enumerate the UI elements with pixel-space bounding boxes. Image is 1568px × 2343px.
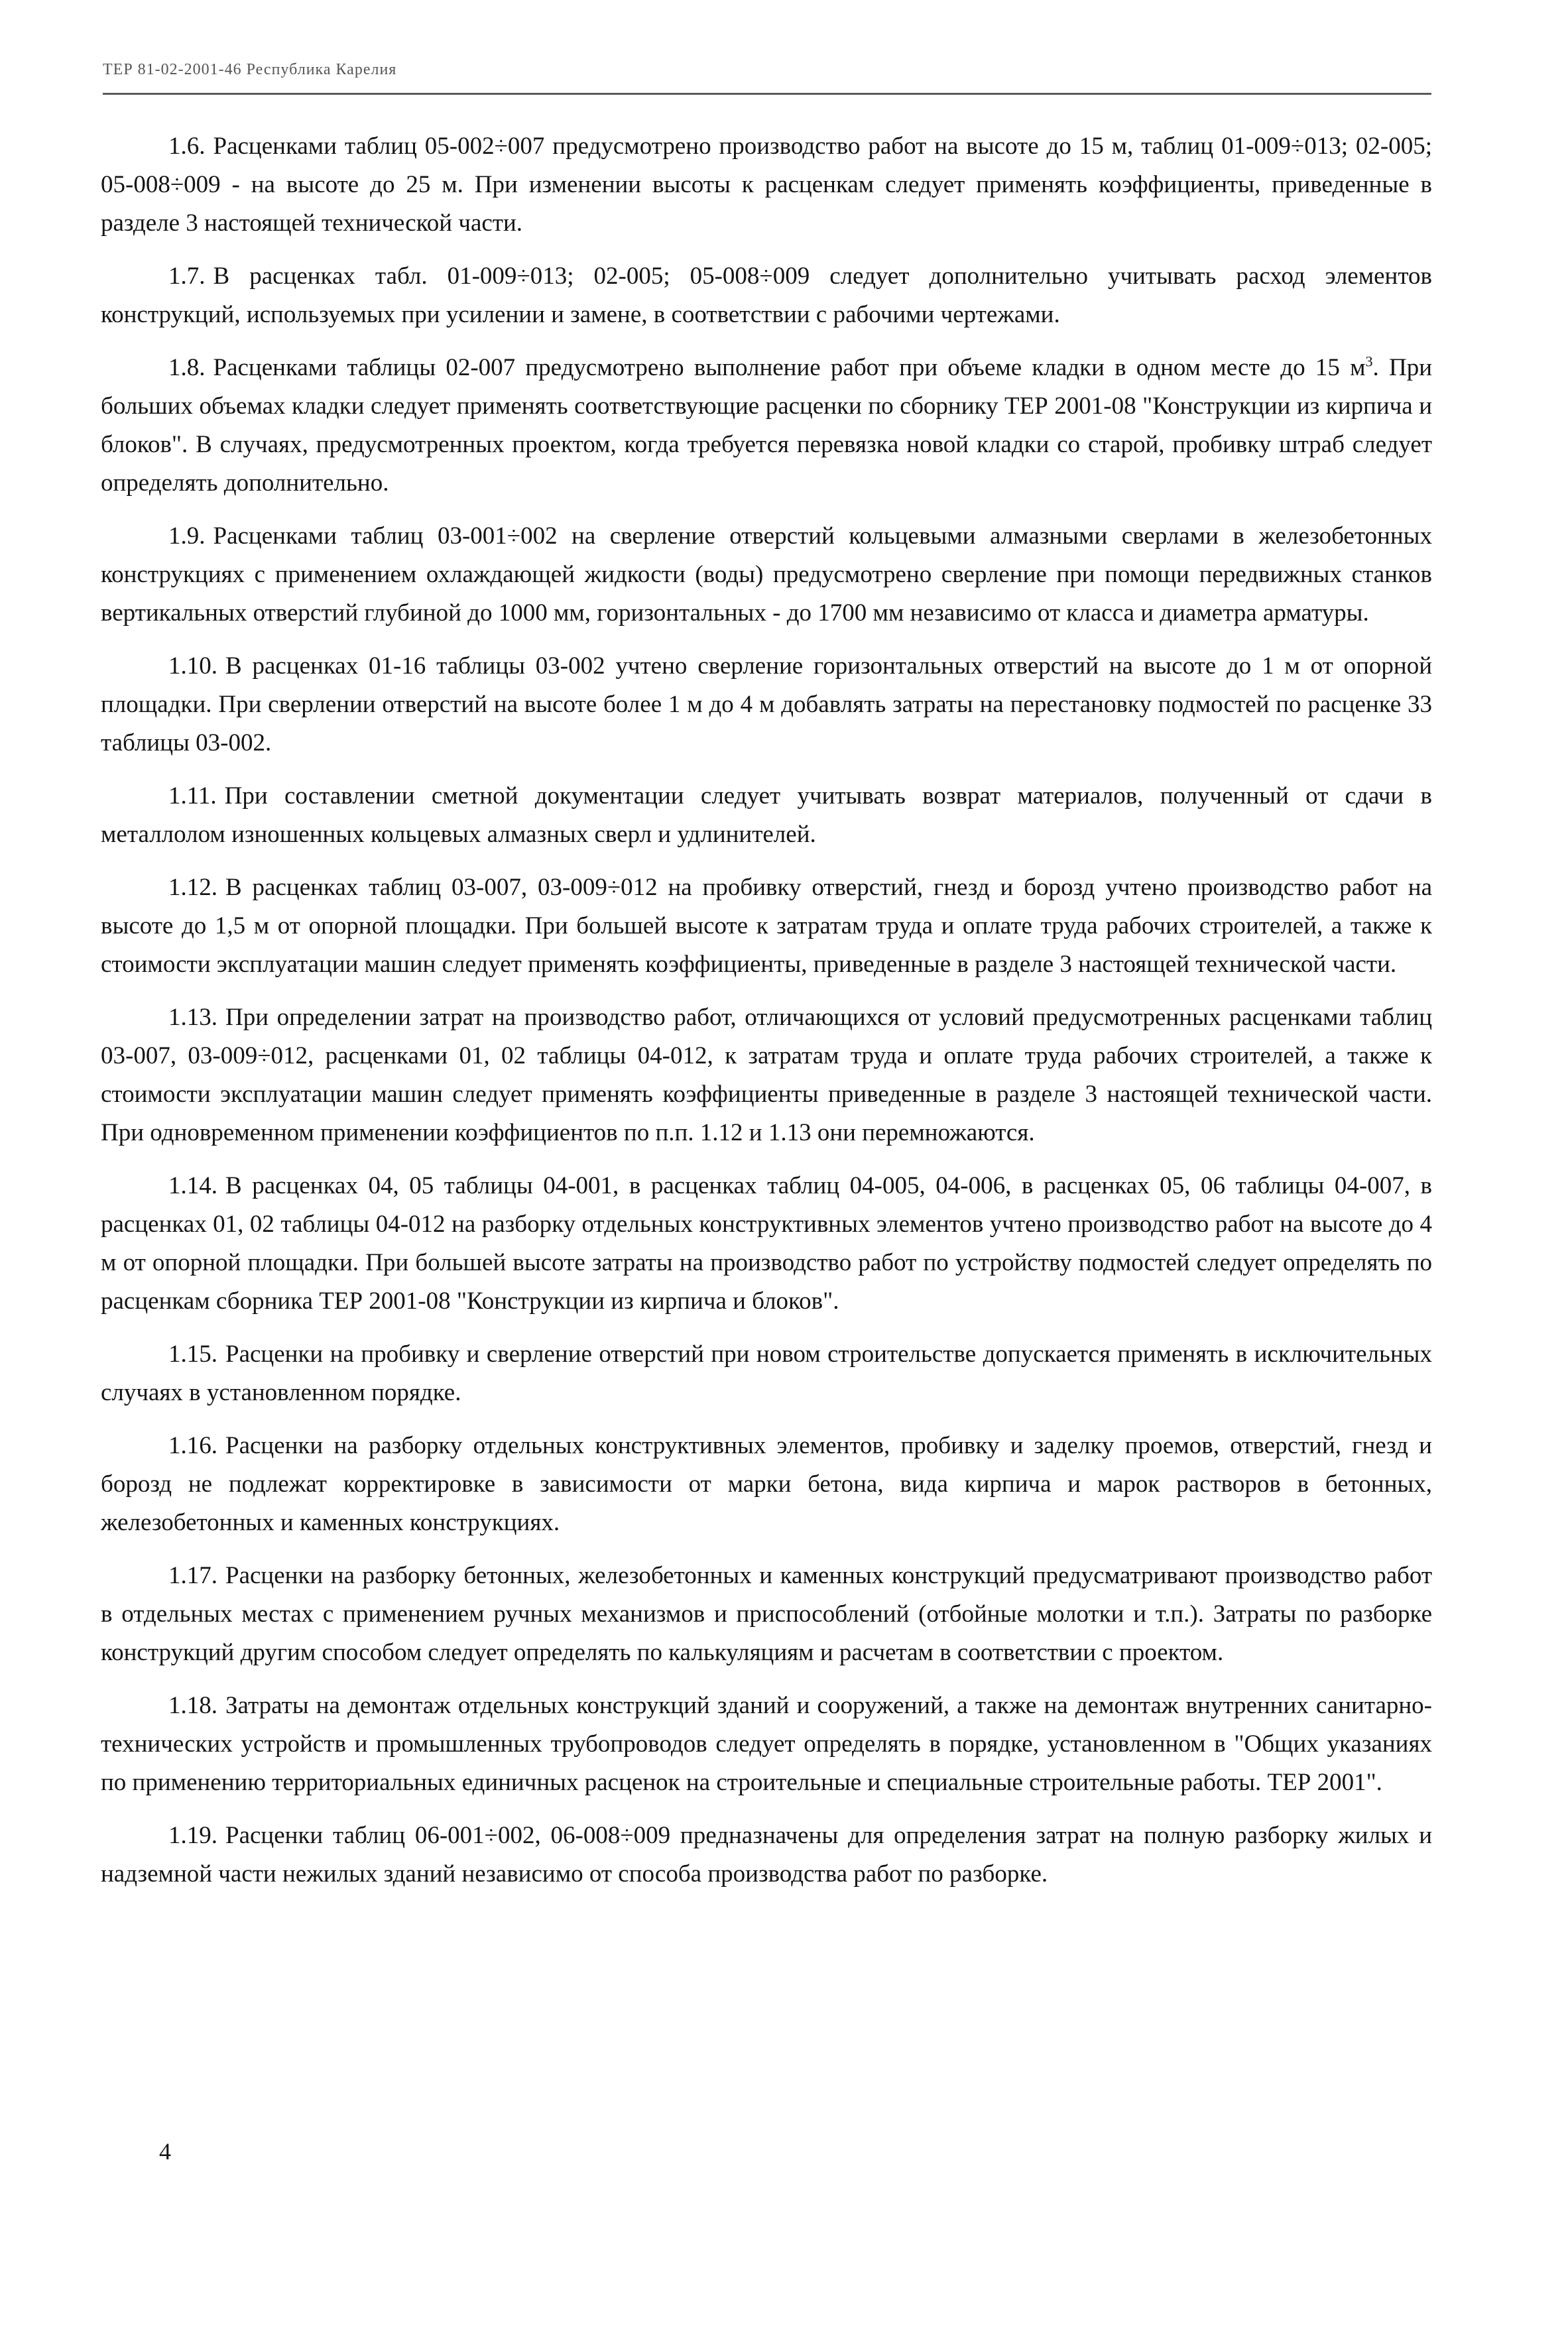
paragraph-1-13 — [101, 998, 1432, 1152]
paragraph-text: В расценках 04, 05 таблицы 04-001, в расценках таблиц 04-005, 04-006, в расценках 05, 06 таблицы 04-007, в расценках 01, 02 таблицы 04-012 на разборку отдельных конструктивных элементов учтено производство работ на высоте до 4 м от опорной площадки. При большей высоте затраты на производство работ по устройству подмостей следует определять по расценкам сборника ТЕР 2001-08 "Конструкции из кирпича и блоков". — [101, 1172, 1432, 1315]
paragraph-number: 1.6. — [168, 133, 206, 160]
paragraph-text: Расценки таблиц 06-001÷002, 06-008÷009 предназначены для определения затрат на полную разборку жилых и надземной части нежилых зданий независимо от способа производства работ по разборке. — [101, 1822, 1432, 1888]
paragraph-number: 1.15. — [168, 1341, 217, 1368]
paragraph-number: 1.12. — [168, 874, 217, 901]
paragraph-1-12 — [101, 869, 1432, 984]
paragraph-text: Расценки на пробивку и сверление отверстий при новом строительстве допускается применять в исключительных случаях в установленном порядке. — [101, 1341, 1432, 1406]
paragraph-1-11 — [101, 777, 1432, 854]
paragraph-number: 1.14. — [168, 1172, 217, 1199]
paragraph-number: 1.19. — [168, 1822, 217, 1849]
paragraph-number: 1.13. — [168, 1004, 217, 1031]
paragraph-text: При составлении сметной документации следует учитывать возврат материалов, полученный от сдачи в металлолом изношенных кольцевых алмазных сверл и удлинителей. — [101, 782, 1432, 848]
paragraph-text: Расценками таблицы 02-007 предусмотрено выполнение работ при объеме кладки в одном месте до 15 м — [213, 354, 1366, 381]
paragraph-text: При определении затрат на производство работ, отличающихся от условий предусмотренных расценками таблиц 03-007, 03-009÷012, расценками 01, 02 таблицы 04-012, к затратам труда и оплате труда рабочих строителей, а также к стоимости эксплуатации машин следует применять коэффициенты приведенные в разделе 3 настоящей технической части. При одновременном применении коэффициентов по п.п. 1.12 и 1.13 они перемножаются. — [101, 1004, 1432, 1146]
paragraph-number: 1.11. — [168, 782, 217, 810]
page-number: 4 — [159, 2138, 171, 2165]
paragraph-number: 1.18. — [168, 1692, 217, 1719]
paragraph-1-19 — [101, 1817, 1432, 1893]
paragraph-1-17 — [101, 1557, 1432, 1672]
paragraph-1-10 — [101, 647, 1432, 762]
paragraph-number: 1.9. — [168, 522, 206, 550]
header-rule — [103, 93, 1431, 95]
paragraph-1-18 — [101, 1687, 1432, 1802]
paragraph-text-continued: . При больших объемах кладки следует применять соответствующие расценки по сборнику ТЕР 2001-08 "Конструкции из кирпича и блоков". В случаях, предусмотренных проектом, когда требуется перевязка новой кладки со старой, пробивку штраб следует определять дополнительно. — [101, 354, 1432, 497]
paragraph-number: 1.8. — [168, 354, 206, 381]
paragraph-text: Расценки на разборку отдельных конструктивных элементов, пробивку и заделку проемов, отверстий, гнезд и борозд не подлежат корректировке в зависимости от марки бетона, вида кирпича и марок растворов в бетонных, железобетонных и каменных конструкциях. — [101, 1432, 1432, 1536]
paragraph-text: В расценках 01-16 таблицы 03-002 учтено сверление горизонтальных отверстий на высоте до 1 м от опорной площадки. При сверлении отверстий на высоте более 1 м до 4 м добавлять затраты на перестановку подмостей по расценке 33 таблицы 03-002. — [101, 652, 1432, 756]
paragraph-text: Расценки на разборку бетонных, железобетонных и каменных конструкций предусматривают производство работ в отдельных местах с применением ручных механизмов и приспособлений (отбойные молотки и т.п.). Затраты по разборке конструкций другим способом следует определять по калькуляциям и расчетам в соответствии с проектом. — [101, 1562, 1432, 1666]
paragraph-text: Расценками таблиц 03-001÷002 на сверление отверстий кольцевыми алмазными сверлами в железобетонных конструкциях с применением охлаждающей жидкости (воды) предусмотрено сверление при помощи передвижных станков вертикальных отверстий глубиной до 1000 мм, горизонтальных - до 1700 мм независимо от класса и диаметра арматуры. — [101, 522, 1432, 627]
paragraph-text: Расценками таблиц 05-002÷007 предусмотрено производство работ на высоте до 15 м, таблиц 01-009÷013; 02-005; 05-008÷009 - на высоте до 25 м. При изменении высоты к расценкам следует применять коэффициенты, приведенные в разделе 3 настоящей технической части. — [101, 133, 1432, 237]
paragraph-1-7 — [101, 257, 1432, 334]
document-body — [101, 127, 1432, 1908]
paragraph-number: 1.7. — [168, 263, 206, 290]
paragraph-text: Затраты на демонтаж отдельных конструкций зданий и сооружений, а также на демонтаж внутренних санитарно-технических устройств и промышленных трубопроводов следует определять в порядке, установленном в "Общих указаниях по применению территориальных единичных расценок на строительные и специальные строительные работы. ТЕР 2001". — [101, 1692, 1432, 1796]
paragraph-1-15 — [101, 1335, 1432, 1412]
paragraph-number: 1.10. — [168, 652, 217, 680]
superscript-cubic: 3 — [1365, 353, 1373, 370]
running-header: ТЕР 81-02-2001-46 Республика Карелия — [103, 61, 397, 78]
paragraph-1-14 — [101, 1167, 1432, 1321]
paragraph-1-8 — [101, 349, 1432, 503]
paragraph-text: В расценках табл. 01-009÷013; 02-005; 05-008÷009 следует дополнительно учитывать расход элементов конструкций, используемых при усилении и замене, в соответствии с рабочими чертежами. — [101, 263, 1432, 328]
paragraph-1-6 — [101, 127, 1432, 243]
paragraph-number: 1.17. — [168, 1562, 217, 1589]
paragraph-number: 1.16. — [168, 1432, 217, 1459]
paragraph-1-16 — [101, 1427, 1432, 1542]
paragraph-text: В расценках таблиц 03-007, 03-009÷012 на пробивку отверстий, гнезд и борозд учтено производство работ на высоте до 1,5 м от опорной площадки. При большей высоте к затратам труда и оплате труда рабочих строителей, а также к стоимости эксплуатации машин следует применять коэффициенты, приведенные в разделе 3 настоящей технической части. — [101, 874, 1432, 978]
paragraph-1-9 — [101, 517, 1432, 632]
